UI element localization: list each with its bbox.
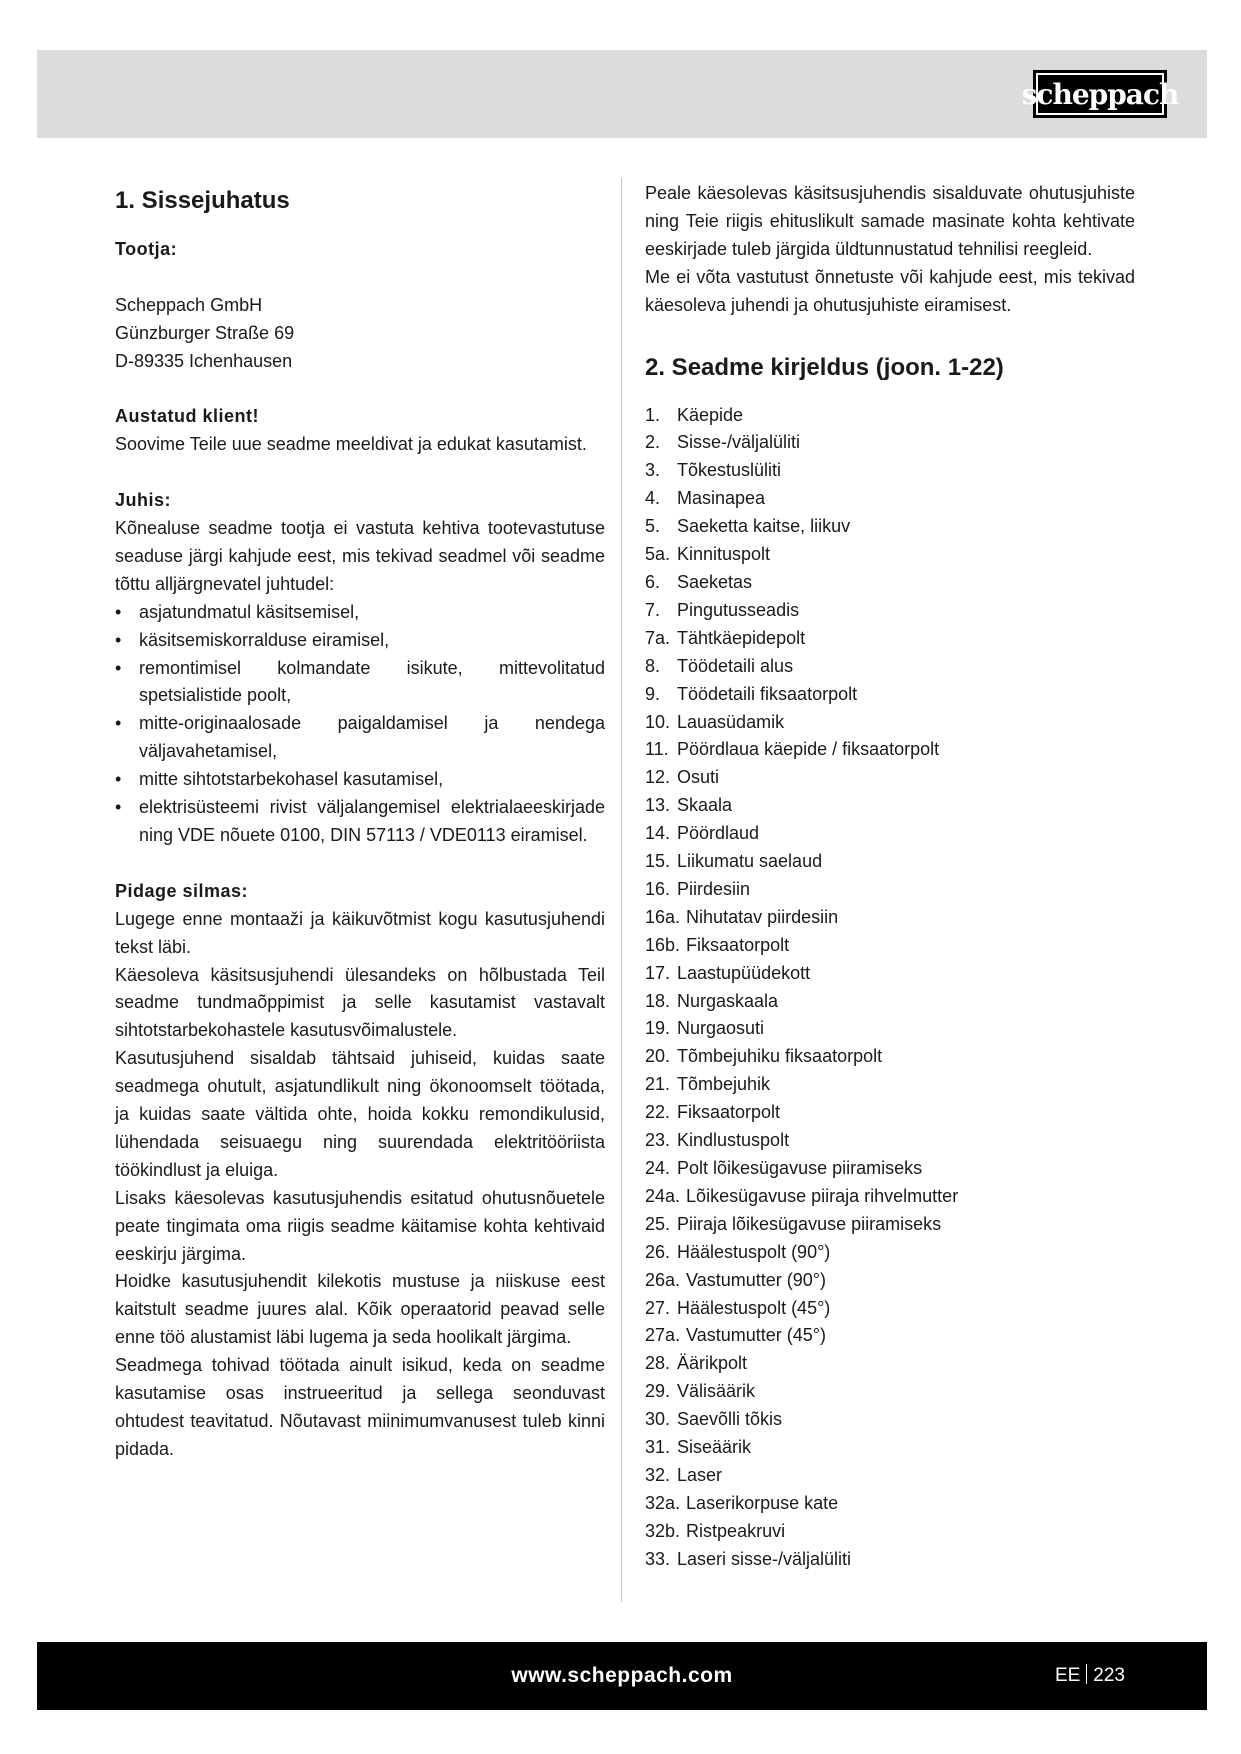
part-item [645,1406,1135,1434]
part-item [645,597,1135,625]
left-column [115,180,605,1464]
part-number: 27. [645,1297,671,1318]
part-label: Tähtkäepidepolt [677,627,806,648]
header-band [37,50,1207,138]
part-item [645,1462,1135,1490]
bullet-item: • mitte sihtotstarbekohasel kasutamisel, [115,766,605,794]
part-number: 16b. [645,934,681,955]
part-item [645,457,1135,485]
part-item [645,1350,1135,1378]
part-number: 6. [645,571,661,592]
part-number: 11. [645,739,669,760]
part-label: Piirdesiin [677,878,751,899]
bullet-item: • remontimisel kolmandate isikute, mittevolitatud spetsialistide poolt, [115,655,605,711]
part-label: Häälestuspolt (90°) [677,1241,831,1262]
intro-paragraph: Peale käesolevas käsitsusjuhendis sisalduvate ohutusjuhiste ning Teie riigis ehituslikult samade masinate kohta kehtivate eeskirjade tuleb järgida üldtunnustatud tehnilisi reegleid. [645,183,1135,259]
part-number: 7a. [645,627,671,648]
part-item [645,904,1135,932]
part-label: Lauasüdamik [677,711,785,732]
part-number: 32. [645,1464,671,1485]
part-number: 16. [645,878,671,899]
part-item [645,876,1135,904]
part-label: Vastumutter (90°) [686,1269,826,1290]
part-item [645,988,1135,1016]
part-label: Ristpeakruvi [686,1520,786,1541]
part-number: 32a. [645,1492,681,1513]
note-bullet-list [115,599,605,850]
part-label: Käepide [677,404,744,425]
bullet-item: • elektrisüsteemi rivist väljalangemisel elektrialaeeskirjade ning VDE nõuete 0100, DIN 57113 / VDE0113 eiramisel. [115,794,605,850]
part-item [645,681,1135,709]
part-label: Tõmbejuhiku fiksaatorpolt [677,1046,883,1067]
mind-paragraph: Seadmega tohivad töötada ainult isikud, keda on seadme kasutamise osas instrueeritud ja sellega seonduvast ohtudest teavitatud. Nõutavast miinimumvanusest tuleb kinni pidada. [115,1355,605,1459]
part-number: 3. [645,460,661,481]
part-number: 28. [645,1353,671,1374]
part-label: Saeketas [677,571,753,592]
part-item [645,429,1135,457]
address-line: Günzburger Straße 69 [115,322,295,343]
part-item [645,1043,1135,1071]
part-item [645,1239,1135,1267]
part-item [645,932,1135,960]
part-item [645,1015,1135,1043]
part-label: Osuti [677,767,720,788]
part-item [645,1127,1135,1155]
intro-paragraph: Me ei võta vastutust õnnetuste või kahjude eest, mis tekivad käesoleva juhendi ja ohutusjuhiste eiramisest. [645,266,1135,315]
part-number: 24. [645,1158,671,1178]
part-item [645,1378,1135,1406]
part-item [645,485,1135,513]
part-label: Tõkestuslüliti [677,460,782,481]
address-line: D-89335 Ichenhausen [115,350,293,371]
section-1-heading: 1. Sissejuhatus [115,187,290,214]
part-number: 9. [645,683,661,704]
part-item [645,709,1135,737]
part-item [645,569,1135,597]
part-item [645,736,1135,764]
bullet-item: • asjatundmatul käsitsemisel, [115,599,605,627]
part-label: Sisse-/väljalüliti [677,432,801,453]
part-item [645,1518,1135,1546]
part-number: 15. [645,851,671,872]
part-number: 1. [645,404,661,425]
separator [1086,1664,1087,1684]
part-item [645,625,1135,653]
part-label: Nurgaosuti [677,1018,765,1039]
part-number: 12. [645,767,671,788]
part-item [645,1322,1135,1350]
part-label: Saevõlli tõkis [677,1409,783,1430]
part-label: Masinapea [677,488,766,509]
part-number: 10. [645,711,671,732]
address-line: Scheppach GmbH [115,294,263,315]
part-number: 18. [645,990,671,1011]
part-number: 26. [645,1241,671,1262]
manufacturer-label: Tootja: [115,239,178,259]
part-label: Laserikorpuse kate [686,1492,839,1513]
part-item [645,1099,1135,1127]
part-label: Pöördlaud [677,823,760,844]
right-column [645,180,1135,1574]
part-label: Fiksaatorpolt [677,1102,781,1123]
mind-label: Pidage silmas: [115,880,249,901]
mind-paragraph: Hoidke kasutusjuhendit kilekotis mustuse ja niiskuse eest kaitstult seadme juures alal. Kõik operaatorid peavad selle enne töö alustamist läbi lugema ja seda hoolikalt järgima. [115,1271,605,1348]
mind-paragraph: Käesoleva käsitsusjuhendi ülesandeks on hõlbustada Teil seadme tundmaõppimist ja selle kasutamist vastavalt sihtotstarbekohastele kasutusvõimalustele. [115,964,605,1041]
greeting-label: Austatud klient! [115,406,260,427]
part-number: 33. [645,1548,671,1569]
part-number: 7. [645,599,661,620]
part-number: 23. [645,1130,671,1151]
part-number: 25. [645,1213,671,1234]
part-number: 32b. [645,1520,681,1541]
part-number: 5a. [645,544,671,565]
part-number: 8. [645,655,661,676]
part-number: 26a. [645,1269,681,1290]
part-label: Liikumatu saelaud [677,851,823,872]
section-2-heading: 2. Seadme kirjeldus (joon. 1-22) [645,353,1004,381]
part-item [645,1071,1135,1099]
part-number: 22. [645,1102,671,1123]
part-label: Välisäärik [677,1381,756,1402]
part-label: Töödetaili alus [677,655,794,676]
language-code: EE [1054,1665,1081,1686]
page-number: 223 [1093,1665,1125,1686]
part-label: Tõmbejuhik [677,1074,771,1095]
page-indicator [1055,1642,1125,1710]
part-number: 29. [645,1381,671,1402]
part-label: Vastumutter (45°) [686,1325,826,1346]
part-label: Laastupüüdekott [677,962,811,983]
part-number: 2. [645,432,661,453]
part-item [645,848,1135,876]
part-label: Pingutusseadis [677,599,800,620]
part-item [645,792,1135,820]
part-label: Fiksaatorpolt [686,934,790,955]
part-number: 14. [645,823,671,844]
note-label: Juhis: [115,490,172,511]
part-label: Töödetaili fiksaatorpolt [677,683,858,704]
part-item [645,1490,1135,1518]
part-label: Äärikpolt [677,1353,748,1374]
part-item [645,1155,1135,1183]
website-link[interactable]: www.scheppach.com [511,1664,733,1687]
part-number: 13. [645,795,671,816]
part-number: 27a. [645,1325,681,1346]
part-item [645,1211,1135,1239]
part-label: Kinnituspolt [677,544,771,565]
part-number: 4. [645,488,661,509]
part-label: Nurgaskaala [677,990,779,1011]
part-item [645,402,1135,430]
part-item [645,1546,1135,1574]
column-divider [621,178,622,1602]
scheppach-logo: scheppach [1033,70,1167,118]
part-number: 20. [645,1046,671,1067]
part-item [645,764,1135,792]
part-label: Siseäärik [677,1437,752,1458]
part-item [645,653,1135,681]
part-number: 5. [645,516,661,537]
mind-paragraph: Lugege enne montaaži ja käikuvõtmist kogu kasutusjuhendi tekst läbi. [115,908,605,957]
part-number: 19. [645,1018,671,1039]
part-item [645,1183,1135,1211]
note-text: Kõnealuse seadme tootja ei vastuta kehtiva tootevastutuse seaduse järgi kahjude eest, mis tekivad seadmel või seadme tõttu alljärgnevatel juhtudel: [115,518,605,594]
part-number: 16a. [645,906,681,927]
part-item [645,1295,1135,1323]
bullet-item: • käsitsemiskorralduse eiramisel, [115,627,605,655]
part-item [645,1267,1135,1295]
part-label: Laser [677,1464,723,1485]
part-item [645,1434,1135,1462]
part-label: Laseri sisse-/väljalüliti [677,1548,852,1569]
parts-list [645,402,1135,1574]
part-number: 24a. [645,1185,681,1206]
mind-paragraph: Kasutusjuhend sisaldab tähtsaid juhiseid, kuidas saate seadmega ohutult, asjatundlikult ning ökonoomselt töötada, ja kuidas saate vältida ohte, hoida kokku remondikulusid, lühendada seisuaegu ning suurendada elektritööriista töökindlust ja eluiga. [115,1048,605,1180]
part-label: Polt lõikesügavuse piiramiseks [677,1158,923,1178]
part-number: 30. [645,1409,671,1430]
part-label: Saeketta kaitse, liikuv [677,516,851,537]
part-number: 31. [645,1437,671,1458]
mind-paragraph: Lisaks käesolevas kasutusjuhendis esitatud ohutusnõuetele peate tingimata oma riigis seadme käitamise kohta kehtivaid eeskirju järgima. [115,1187,605,1264]
part-label: Pöördlaua käepide / fiksaatorpolt [677,739,940,760]
part-label: Skaala [677,795,733,816]
part-label: Lõikesügavuse piiraja rihvelmutter [686,1185,959,1206]
part-label: Häälestuspolt (45°) [677,1297,831,1318]
footer-band [37,1642,1207,1710]
part-number: 21. [645,1074,671,1095]
greeting-text: Soovime Teile uue seadme meeldivat ja edukat kasutamist. [115,434,587,455]
part-item [645,960,1135,988]
part-item [645,820,1135,848]
part-label: Nihutatav piirdesiin [686,906,839,927]
part-label: Kindlustuspolt [677,1130,790,1151]
part-item [645,513,1135,541]
bullet-item: • mitte-originaalosade paigaldamisel ja nendega väljavahetamisel, [115,710,605,766]
part-number: 17. [645,962,671,983]
part-item [645,541,1135,569]
part-label: Piiraja lõikesügavuse piiramiseks [677,1213,942,1234]
